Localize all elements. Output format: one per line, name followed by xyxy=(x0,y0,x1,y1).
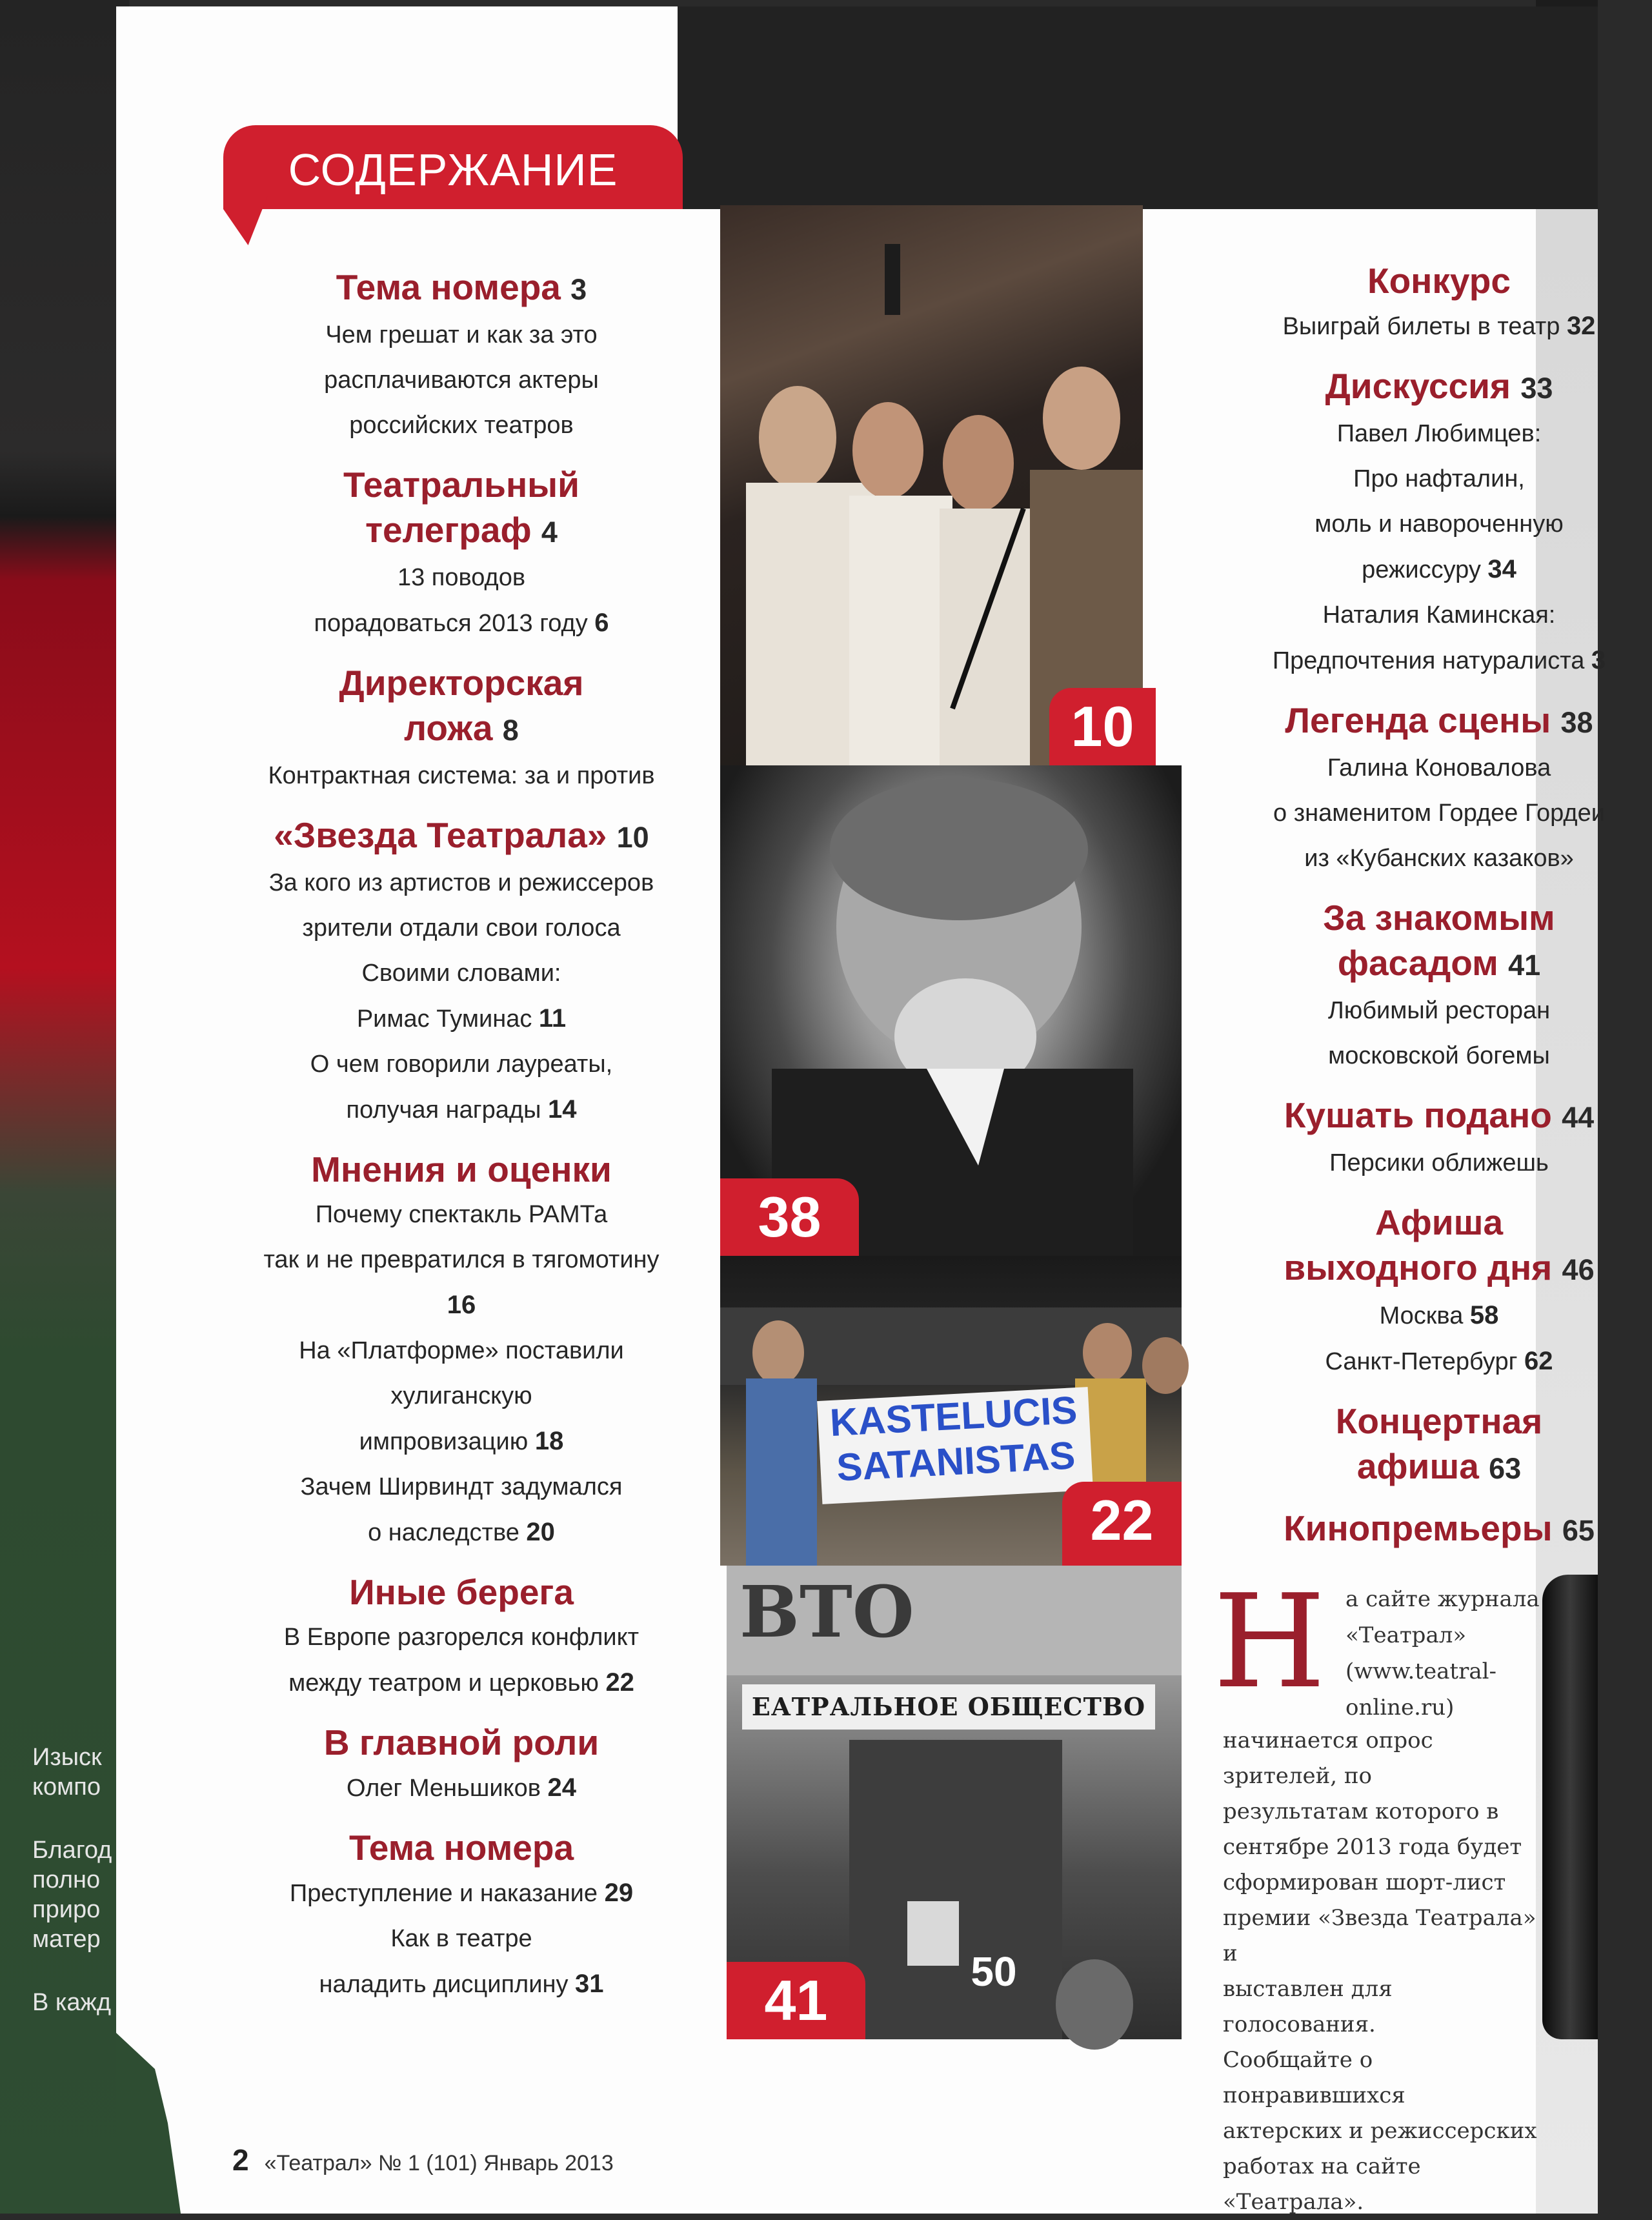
toc-item xyxy=(1226,1338,1652,1384)
toc-section xyxy=(1226,1093,1652,1186)
toc-section xyxy=(219,1825,703,2007)
toc-heading-text-line2: телеграф xyxy=(365,510,532,550)
toc-item-text: Своими словами: xyxy=(361,960,561,987)
toc-item-page: 22 xyxy=(605,1668,634,1697)
toc-heading-page: 44 xyxy=(1562,1101,1595,1134)
toc-item xyxy=(1226,1033,1652,1078)
toc-item xyxy=(219,1870,703,1916)
toc-heading-page: 33 xyxy=(1520,372,1553,405)
toc-item-text: Контрактная система: за и против xyxy=(268,762,655,789)
toc-item xyxy=(1226,1140,1652,1186)
toc-heading-page: 65 xyxy=(1562,1514,1595,1547)
toc-heading-text: Театральный xyxy=(343,465,579,505)
toc-item xyxy=(219,1464,703,1509)
toc-heading-text-line2: афиша xyxy=(1356,1446,1479,1486)
toc-item-page: 18 xyxy=(534,1427,564,1455)
toc-item-text: Галина Коновалова xyxy=(1327,754,1551,782)
toc-heading xyxy=(219,1147,703,1192)
promo-body-line: сформирован шорт-лист xyxy=(1223,1870,1506,1895)
toc-item-page: 58 xyxy=(1469,1301,1499,1329)
toc-heading xyxy=(219,660,703,753)
left-page-word: компо xyxy=(32,1773,101,1801)
toc-item xyxy=(219,600,703,646)
toc-item-text: порадоваться 2013 году xyxy=(314,610,588,637)
toc-heading xyxy=(1226,1200,1652,1293)
top-dark-band xyxy=(678,6,1598,179)
toc-heading xyxy=(219,812,703,860)
promo-body-line: актерских и режиссерских xyxy=(1223,2118,1537,2144)
toc-item xyxy=(1226,836,1652,881)
page-badge-38: 38 xyxy=(720,1178,859,1256)
toc-section xyxy=(1226,1200,1652,1384)
toc-item-page: 29 xyxy=(604,1879,634,1907)
toc-item xyxy=(1226,456,1652,501)
toc-heading-text: Кушать подано xyxy=(1284,1095,1552,1135)
toc-item xyxy=(1226,988,1652,1033)
promo-body-line: результатам которого в xyxy=(1223,1799,1499,1824)
page-badge-41: 41 xyxy=(727,1962,865,2039)
toc-item xyxy=(219,1373,703,1418)
toc-section xyxy=(1226,258,1652,349)
page-badge-10: 10 xyxy=(1049,688,1156,765)
toc-heading xyxy=(1226,1506,1652,1553)
promo-head-line: а сайте журнала xyxy=(1345,1586,1540,1612)
toc-item-text: так и не превратился в тягомотину xyxy=(263,1246,660,1273)
toc-heading xyxy=(1226,1093,1652,1140)
toc-heading xyxy=(1226,258,1652,303)
toc-heading-page: 41 xyxy=(1508,949,1541,982)
toc-section xyxy=(1226,363,1652,683)
toc-item xyxy=(1226,638,1652,683)
toc-item xyxy=(219,312,703,358)
left-page-word: В кажд xyxy=(32,1989,112,2016)
left-page-word: полно xyxy=(32,1866,101,1893)
toc-heading xyxy=(219,1569,703,1615)
toc-item xyxy=(219,996,703,1042)
left-page-word: Изыск xyxy=(32,1744,102,1771)
toc-section xyxy=(219,1569,703,1706)
toc-item-text: хулиганскую xyxy=(390,1382,532,1409)
toc-item-text: моль и навороченную xyxy=(1315,510,1564,538)
toc-section xyxy=(219,1147,703,1555)
toc-item-text: московской богемы xyxy=(1328,1042,1550,1069)
toc-heading-page: 63 xyxy=(1489,1452,1522,1485)
toc-item xyxy=(1226,501,1652,547)
toc-item-text: режиссуру xyxy=(1362,556,1481,583)
toc-item xyxy=(1226,303,1652,349)
toc-item xyxy=(219,1961,703,2007)
toc-item-page: 14 xyxy=(547,1095,577,1124)
promo-body-line: выставлен для голосования. xyxy=(1223,1976,1393,2037)
toc-item-text: между театром и церковью xyxy=(288,1670,599,1697)
toc-item xyxy=(219,1418,703,1464)
toc-item-page: 3 xyxy=(1591,646,1606,674)
left-page-paragraph xyxy=(32,1988,129,2017)
toc-item-text: За кого из артистов и режиссеров xyxy=(268,869,654,896)
left-page-word: матер xyxy=(32,1926,101,1953)
toc-heading-page: 38 xyxy=(1560,706,1593,739)
toc-item xyxy=(1226,547,1652,592)
svg-text:ВТО: ВТО xyxy=(740,1570,914,1653)
toc-item xyxy=(219,1328,703,1373)
promo-body-line: работах на сайте «Театрала». xyxy=(1223,2154,1421,2215)
toc-item xyxy=(1226,791,1652,836)
toc-section xyxy=(219,660,703,798)
toc-heading-text: Конкурс xyxy=(1367,261,1511,301)
toc-heading-text: Легенда сцены xyxy=(1285,700,1551,740)
toc-item xyxy=(219,860,703,905)
toc-item-text: Римас Туминас xyxy=(356,1005,532,1033)
toc-section xyxy=(1226,1398,1652,1491)
toc-item-text: Преступление и наказание xyxy=(289,1880,598,1907)
toc-item-text: из «Кубанских казаков» xyxy=(1304,845,1574,872)
promo-body-line: Сообщайте о понравившихся xyxy=(1223,2047,1405,2108)
toc-heading-text: В главной роли xyxy=(323,1722,599,1762)
toc-heading-text: Дискуссия xyxy=(1325,366,1511,406)
toc-section xyxy=(219,265,703,448)
toc-heading xyxy=(219,1720,703,1765)
toc-item-text: 13 поводов xyxy=(397,564,526,591)
toc-item xyxy=(219,1282,703,1328)
banner-line-2: SATANISTAS xyxy=(835,1433,1076,1489)
toc-item xyxy=(219,905,703,951)
promo-body-line: сентябре 2013 года будет xyxy=(1223,1834,1522,1860)
toc-item-text: зрители отдали свои голоса xyxy=(302,914,621,942)
toc-heading xyxy=(219,462,703,555)
toc-item xyxy=(219,951,703,996)
toc-section xyxy=(219,812,703,1133)
left-page-word: приро xyxy=(32,1896,101,1923)
toc-left-column xyxy=(219,265,703,2021)
toc-item-text: российских театров xyxy=(349,412,574,439)
toc-heading xyxy=(1226,1398,1652,1491)
toc-item xyxy=(219,1660,703,1706)
toc-item-text: Любимый ресторан xyxy=(1327,997,1551,1024)
toc-item xyxy=(1226,745,1652,791)
toc-heading-page: 46 xyxy=(1562,1253,1595,1286)
toc-item-text: Персики оближешь xyxy=(1329,1149,1549,1176)
toc-heading-page: 3 xyxy=(570,273,587,306)
left-page-paragraph xyxy=(32,1742,129,1802)
toc-item xyxy=(219,555,703,600)
toc-item xyxy=(219,1509,703,1555)
toc-item-page: 20 xyxy=(526,1518,555,1546)
toc-item-text: Чем грешат и как за это xyxy=(325,321,598,348)
toc-heading xyxy=(219,265,703,312)
toc-heading-page: 10 xyxy=(616,821,649,854)
toc-heading-text: Иные берега xyxy=(349,1572,574,1612)
toc-item-text: о наследстве xyxy=(368,1519,519,1546)
promo-head-line: online.ru) xyxy=(1345,1695,1455,1720)
toc-item-page: 32 xyxy=(1566,312,1596,340)
toc-item xyxy=(219,358,703,403)
toc-item xyxy=(1226,592,1652,638)
toc-heading xyxy=(1226,698,1652,745)
award-ceremony-photo xyxy=(720,205,1143,765)
toc-item xyxy=(219,1042,703,1087)
toc-item-page: 62 xyxy=(1524,1347,1553,1375)
page-badge-22: 22 xyxy=(1062,1482,1182,1566)
toc-item-text: получая награды xyxy=(346,1096,541,1124)
toc-heading xyxy=(1226,363,1652,411)
toc-item xyxy=(219,1615,703,1660)
toc-item-page: 24 xyxy=(547,1773,576,1802)
toc-item-page: 34 xyxy=(1487,555,1516,583)
toc-heading-page: 8 xyxy=(502,714,519,747)
toc-item-text: расплачиваются актеры xyxy=(324,367,599,394)
toc-heading-text: Тема номера xyxy=(336,267,561,307)
left-page-word: Благод xyxy=(32,1837,112,1864)
promo-head-text xyxy=(1345,1581,1558,1726)
toc-item-text: Зачем Ширвиндт задумался xyxy=(300,1473,623,1500)
toc-item-text: Про нафталин, xyxy=(1353,465,1525,492)
toc-item xyxy=(219,1916,703,1961)
toc-item xyxy=(219,1765,703,1811)
page-number: 2 xyxy=(232,2143,249,2177)
toc-item xyxy=(219,1237,703,1282)
toc-item-text: Как в театре xyxy=(390,1925,532,1952)
toc-item xyxy=(219,1087,703,1133)
toc-item xyxy=(219,403,703,448)
anniversary-sign: 50 xyxy=(971,1948,1017,1995)
toc-item-text: Москва xyxy=(1379,1302,1464,1329)
toc-item-text: наладить дисциплину xyxy=(319,1971,569,1998)
toc-section xyxy=(1226,1506,1652,1553)
toc-section xyxy=(1226,895,1652,1078)
toc-item-text: На «Платформе» поставили xyxy=(299,1337,624,1364)
toc-heading-text-line2: фасадом xyxy=(1337,943,1498,983)
toc-heading xyxy=(1226,895,1652,988)
toc-item xyxy=(219,753,703,798)
promo-body-text xyxy=(1223,1723,1539,2220)
toc-section xyxy=(219,1720,703,1811)
toc-item-page: 16 xyxy=(447,1291,476,1319)
promo-head-line: «Театрал» xyxy=(1345,1622,1467,1648)
toc-item-page: 31 xyxy=(575,1970,604,1998)
page-footer xyxy=(232,2143,614,2177)
toc-heading-text-line2: ложа xyxy=(404,708,493,748)
toc-item-page: 11 xyxy=(538,1004,567,1033)
toc-item-text: Санкт-Петербург xyxy=(1325,1348,1518,1375)
toc-item-text: Олег Меньшиков xyxy=(346,1775,541,1802)
toc-heading-text: Кинопремьеры xyxy=(1284,1508,1553,1548)
toc-heading-text: «Звезда Театрала» xyxy=(274,815,607,855)
toc-heading-page: 4 xyxy=(541,516,558,549)
trophy-image xyxy=(1542,1575,1598,2039)
promo-body-line: премии «Звезда Театрала» и xyxy=(1223,1905,1536,1966)
toc-item-text: о знаменитом Гордее Гордеи xyxy=(1273,800,1605,827)
toc-heading-text: Тема номера xyxy=(348,1828,574,1868)
toc-item-page: 6 xyxy=(594,609,609,637)
issue-info: «Театрал» № 1 (101) Январь 2013 xyxy=(264,2151,614,2175)
toc-item-text: Почему спектакль РАМТа xyxy=(315,1201,608,1228)
toc-item-text: Выиграй билеты в театр xyxy=(1282,313,1560,340)
toc-section xyxy=(1226,698,1652,881)
promo-head-line: (www.teatral- xyxy=(1345,1659,1496,1684)
protest-banner xyxy=(817,1387,1093,1504)
toc-heading-text: Концертная xyxy=(1335,1401,1543,1441)
left-page-paragraph xyxy=(32,1835,129,1954)
toc-item-text: импровизацию xyxy=(359,1428,529,1455)
toc-heading xyxy=(219,1825,703,1870)
toc-section xyxy=(219,462,703,646)
toc-heading-text: Афиша xyxy=(1375,1202,1504,1242)
toc-item xyxy=(1226,411,1652,456)
toc-heading-text: Директорская xyxy=(339,663,584,703)
toc-item-text: В Европе разгорелся конфликт xyxy=(283,1624,640,1651)
toc-right-column xyxy=(1226,258,1652,1568)
promo-dropcap: Н xyxy=(1213,1567,1326,1717)
toc-heading-text-line2: выходного дня xyxy=(1284,1247,1553,1287)
left-page-text xyxy=(32,1742,129,2051)
toc-heading-text: За знакомым xyxy=(1323,898,1555,938)
toc-heading-text: Мнения и оценки xyxy=(311,1149,612,1189)
contents-title: СОДЕРЖАНИЕ xyxy=(288,145,618,195)
toc-item-text: Наталия Каминская: xyxy=(1322,601,1556,629)
banner-line-1: KASTELUCIS xyxy=(829,1388,1078,1445)
toc-item-text: Предпочтения натуралиста xyxy=(1272,647,1585,674)
toc-item-text: О чем говорили лауреаты, xyxy=(310,1051,613,1078)
promo-body-line: начинается опрос зрителей, по xyxy=(1223,1728,1433,1789)
toc-item-text: Павел Любимцев: xyxy=(1336,420,1542,447)
toc-item xyxy=(1226,1293,1652,1338)
theatre-society-sign: ЕАТРАЛЬНОЕ ОБЩЕСТВО xyxy=(742,1684,1155,1730)
toc-item xyxy=(219,1192,703,1237)
